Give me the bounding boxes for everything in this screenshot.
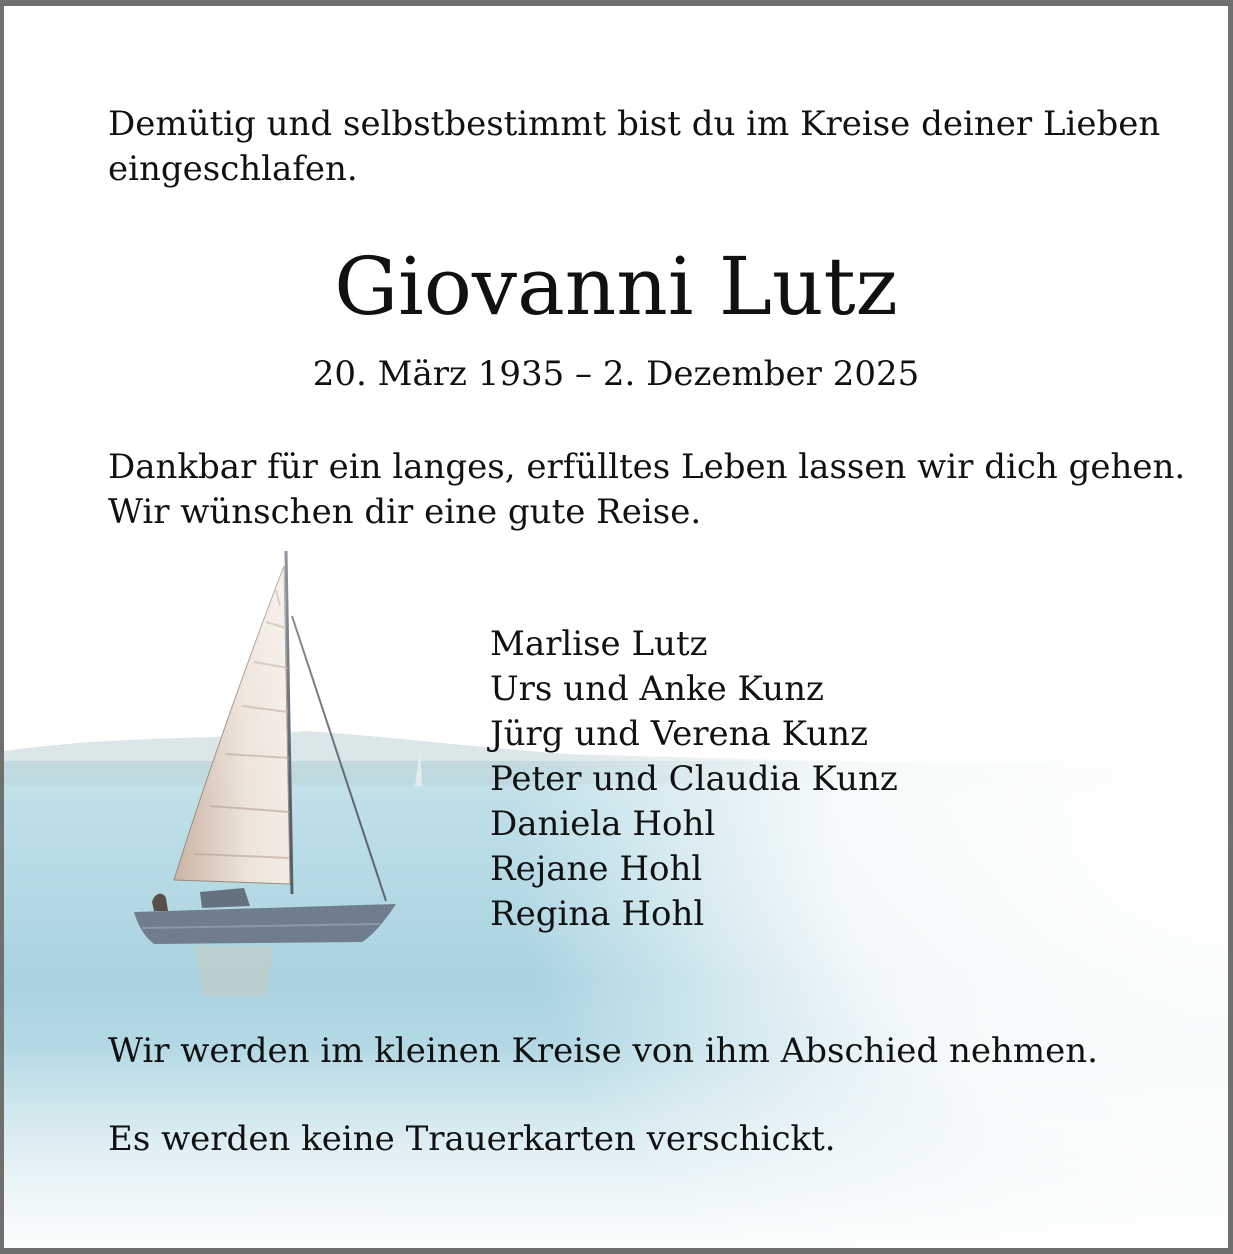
mourner-name: Regina Hohl bbox=[490, 894, 705, 934]
gratitude-text bbox=[108, 445, 1185, 535]
intro-text bbox=[108, 102, 1160, 192]
mourner-name: Peter und Claudia Kunz bbox=[490, 759, 898, 799]
obituary-card bbox=[4, 6, 1228, 1248]
farewell-note: Wir werden im kleinen Kreise von ihm Abschied nehmen. bbox=[108, 1031, 1098, 1071]
mourner-name: Rejane Hohl bbox=[490, 849, 703, 889]
no-cards-note: Es werden keine Trauerkarten verschickt. bbox=[108, 1119, 836, 1159]
deceased-name: Giovanni Lutz bbox=[334, 240, 898, 333]
mourners-list bbox=[490, 622, 898, 937]
intro-line-1: Demütig und selbstbestimmt bist du im Kreise deiner Lieben bbox=[108, 104, 1161, 144]
mourner-name: Daniela Hohl bbox=[490, 804, 716, 844]
mourner-name: Marlise Lutz bbox=[490, 624, 708, 664]
mourner-name: Jürg und Verena Kunz bbox=[490, 714, 868, 754]
gratitude-line-2: Wir wünschen dir eine gute Reise. bbox=[108, 492, 702, 532]
life-dates: 20. März 1935 – 2. Dezember 2025 bbox=[312, 354, 920, 394]
gratitude-line-1: Dankbar für ein langes, erfülltes Leben lassen wir dich gehen. bbox=[108, 447, 1186, 487]
intro-line-2: eingeschlafen. bbox=[108, 149, 358, 189]
mourner-name: Urs und Anke Kunz bbox=[490, 669, 824, 709]
